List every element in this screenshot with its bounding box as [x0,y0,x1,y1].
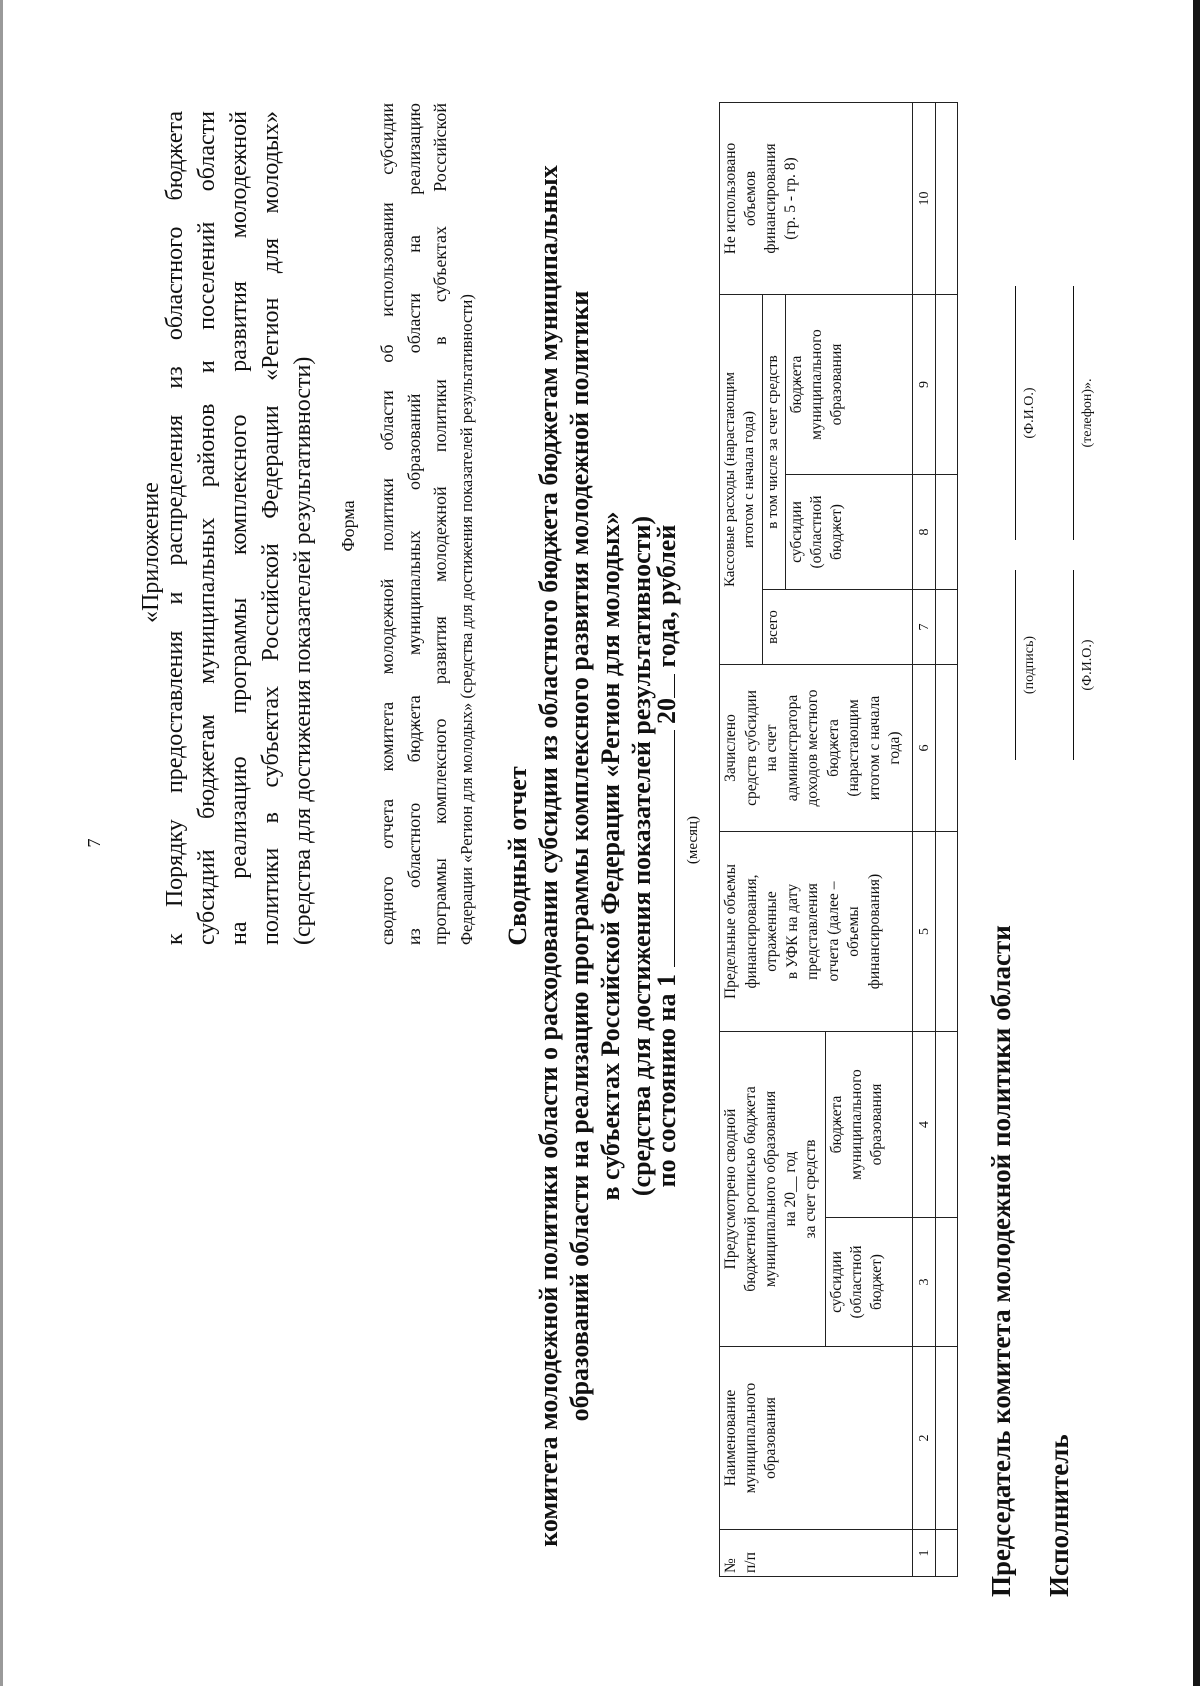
header-cash-municipal: бюджета муниципального образования [786,294,913,474]
header-unused: Не использовано объемов финансирования (гр. 5 - гр. 8) [720,102,913,294]
chairman-name-caption: (Ф.И.О.) [1022,387,1037,439]
report-subtitle-line: (средства для достижения показателей результативности) [627,515,656,1197]
column-number: 10 [913,102,936,294]
month-blank-field[interactable] [652,730,675,967]
header-municipality-name: Наименование муниципального образования [720,1346,913,1529]
appendix-line: к Порядку предоставления и распределения из областного бюджета [162,111,188,945]
header-cash-subsidy: субсидии (областной бюджет) [786,474,913,589]
form-line: сводного отчета комитета молодежной политики области об использовании субсидии [377,103,397,945]
report-subtitle-line: в субъектах Российской Федерации «Регион для молодых» [596,511,625,1201]
column-number: 2 [913,1346,936,1529]
table-cell[interactable] [936,102,958,294]
scan-edge [0,0,3,1686]
appendix-line: (средства для достижения показателей результативности) [290,356,316,945]
report-title: Сводный отчет [503,766,532,946]
report-table [719,102,958,1577]
date-suffix: года, рублей [652,524,681,668]
report-subtitle-line: образований области на реализацию программы комплексного развития молодежной политики [565,290,594,1422]
appendix-heading: «Приложение [138,482,164,623]
appendix-line: субсидий бюджетам муниципальных районов и поселений области [194,111,220,945]
column-number: 5 [913,831,936,1031]
header-cash-expenses: Кассовые расходы (нарастающим итогом с начала года) [720,294,763,664]
column-number: 4 [913,1031,936,1217]
header-credited: Зачислено средств субсидии на счет администратора доходов местного бюджета (нарастающим итогом с начала года) [720,664,913,831]
year-blank-field[interactable] [652,674,675,698]
column-number: 3 [913,1217,936,1346]
report-title-block [502,126,657,1586]
chairman-name-field[interactable] [1015,286,1016,540]
form-line: Федерации «Регион для молодых» (средства для достижения показателей результативности) [456,294,476,945]
form-label: Форма [338,500,358,552]
form-description [374,103,480,945]
report-date-line [652,126,682,1586]
header-cash-total: всего [763,589,913,664]
appendix-reference [159,111,319,945]
appendix-line: политики в субъектах Российской Федерации «Регион для молодых» [258,111,284,945]
table-cell[interactable] [936,1217,958,1346]
column-number: 7 [913,589,936,664]
header-number: № п/п [720,1529,913,1576]
table-cell[interactable] [936,664,958,831]
executor-name-caption: (Ф.И.О.) [1080,639,1095,691]
form-line: из областного бюджета муниципальных образований области на реализацию [403,103,424,945]
chairman-signature-caption: (подпись) [1022,635,1037,695]
header-budget-planned: Предусмотрено сводной бюджетной росписью бюджета муниципального образования на 20__ год за счет средств [720,1031,826,1346]
appendix-line: на реализацию программы комплексного развития молодежной [226,111,252,945]
column-number: 6 [913,664,936,831]
executor-phone-field[interactable] [1073,286,1074,540]
report-subtitle-line: комитета молодежной политики области о расходовании субсидии из областного бюджета бюджетам муниципальных [534,165,563,1547]
form-line: программы комплексного развития молодежной политики в субъектах Российской [430,103,450,945]
table-cell[interactable] [936,589,958,664]
chairman-signature-field[interactable] [1015,570,1016,760]
scan-edge [1193,0,1200,1686]
executor-name-field[interactable] [1073,570,1074,760]
table-cell[interactable] [936,474,958,589]
header-planned-municipal: бюджета муниципального образования [826,1031,913,1217]
column-number: 1 [913,1529,936,1576]
table-cell[interactable] [936,294,958,474]
date-prefix: по состоянию на 1 [652,973,681,1188]
page-number: 7 [84,838,104,848]
year-prefix: 20 [652,697,681,724]
column-number: 9 [913,294,936,474]
table-cell[interactable] [936,831,958,1031]
table-cell[interactable] [936,1346,958,1529]
header-cash-including: в том числе за счет средств [763,294,786,589]
column-number: 8 [913,474,936,589]
table-cell[interactable] [936,1529,958,1576]
header-funding-limits: Предельные объемы финансирования, отраженные в УФК на дату представления отчета (далее – объемы финансирования) [720,831,913,1031]
header-planned-subsidy: субсидии (областной бюджет) [826,1217,913,1346]
chairman-label: Председатель комитета молодежной политики области [986,925,1016,1597]
executor-label: Исполнитель [1044,1434,1074,1597]
executor-phone-caption: (телефон)». [1080,378,1095,448]
month-caption: (месяц) [685,815,701,865]
table-cell[interactable] [936,1031,958,1217]
